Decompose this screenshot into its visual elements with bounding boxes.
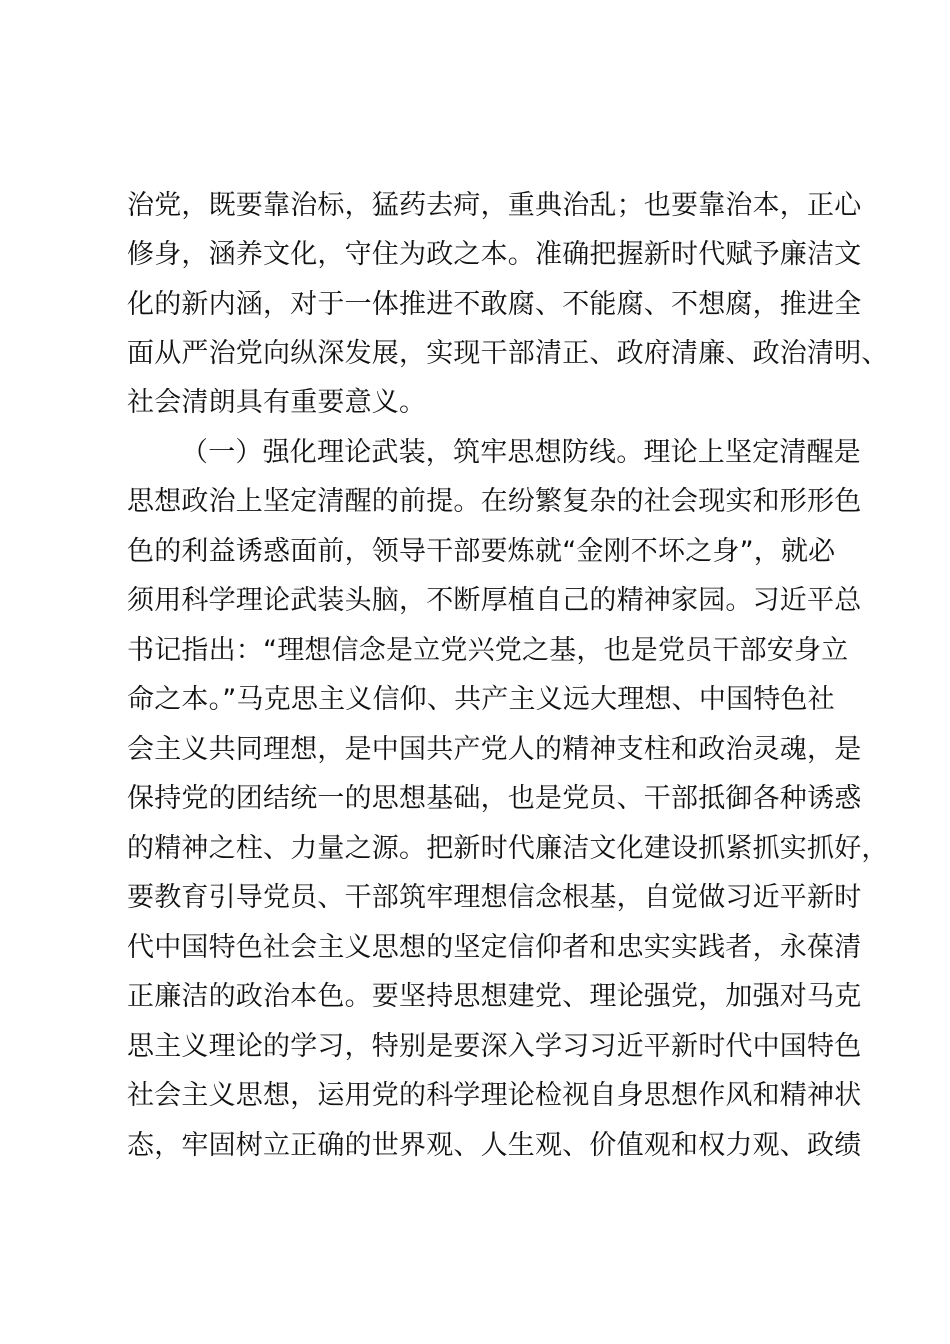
text-line: 书记指出：“理想信念是立党兴党之基，也是党员干部安身立 xyxy=(127,635,849,666)
text-line: 色的利益诱惑面前，领导干部要炼就“金刚不坏之身”，就必 xyxy=(127,536,836,567)
text-line: 社会主义思想，运用党的科学理论检视自身思想作风和精神状 xyxy=(127,1080,862,1111)
text-line: 会主义共同理想，是中国共产党人的精神支柱和政治灵魂，是 xyxy=(127,734,862,765)
text-line: 正廉洁的政治本色。要坚持思想建党、理论强党，加强对马克 xyxy=(127,981,862,1012)
text-line: 面从严治党向纵深发展，实现干部清正、政府清廉、政治清明、 xyxy=(127,338,889,369)
text-line: 修身，涵养文化，守住为政之本。准确把握新时代赋予廉洁文 xyxy=(127,239,862,270)
text-line: 化的新内涵，对于一体推进不敢腐、不能腐、不想腐，推进全 xyxy=(127,289,862,320)
text-line: 命之本。”马克思主义信仰、共产主义远大理想、中国特色社 xyxy=(127,684,835,715)
text-line: 须用科学理论武装头脑，不断厚植自己的精神家园。习近平总 xyxy=(127,585,862,616)
text-line: 保持党的团结统一的思想基础，也是党员、干部抵御各种诱惑 xyxy=(127,783,862,814)
text-line: 思主义理论的学习，特别是要深入学习习近平新时代中国特色 xyxy=(127,1031,862,1062)
text-line: 要教育引导党员、干部筑牢理想信念根基，自觉做习近平新时 xyxy=(127,882,862,913)
text-line: 态，牢固树立正确的世界观、人生观、价值观和权力观、政绩 xyxy=(127,1130,862,1161)
text-line: 社会清朗具有重要意义。 xyxy=(127,387,427,418)
section-heading-line: （一）强化理论武装，筑牢思想防线。理论上坚定清醒是 xyxy=(181,437,861,468)
text-line: 代中国特色社会主义思想的坚定信仰者和忠实实践者，永葆清 xyxy=(127,932,862,963)
text-line: 的精神之柱、力量之源。把新时代廉洁文化建设抓紧抓实抓好， xyxy=(127,833,889,864)
text-line: 治党，既要靠治标，猛药去疴，重典治乱；也要靠治本，正心 xyxy=(127,190,862,221)
text-line: 思想政治上坚定清醒的前提。在纷繁复杂的社会现实和形形色 xyxy=(127,486,862,517)
